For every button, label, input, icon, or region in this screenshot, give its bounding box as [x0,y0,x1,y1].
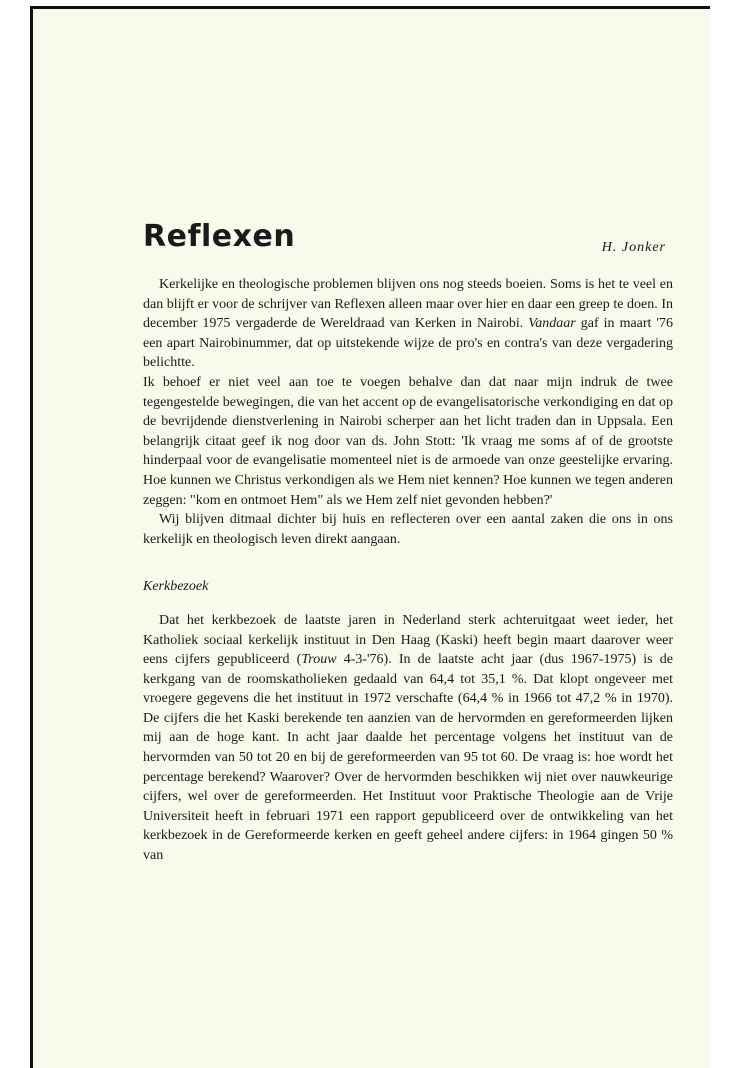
intro-paragraph-3: Wij blijven ditmaal dichter bij huis en reflecteren over een aantal zaken die ons in ons kerkelijk en theologisch leven direkt aangaan. [143,512,673,547]
intro-p1-text-a: Kerkelijke en theologische problemen blijven ons nog steeds boeien. Soms is het te veel en dan blijft er voor de schrijver van Reflexen alleen maar over hier en daar een greep te doen. In december 1975 vergaderde de Wereldraad van Kerken in Nairobi. [143,277,673,332]
section-paragraph-1 [143,611,673,866]
section-p1-text-b: 4-3-'76). In de laatste acht jaar (dus 1967-1975) is de kerkgang van de roomskatholieken gedaald van 64,4 tot 35,1 %. Dat klopt ongeveer met vroegere gegevens die het instituut in 1972 verschafte (64,4 % in 1966 tot 47,2 % in 1970). De cijfers die het Kaski berekende ten aanzien van de hervormden en gereformeerden lijken mij aan de hoge kant. In acht jaar daalde het percentage volgens het instituut van de hervormden van 50 tot 20 en bij de gereformeerden van 95 tot 60. De vraag is: hoe wordt het percentage berekend? Waarover? Over de hervormden beschikken wij niet over nauwkeurige cijfers, wel over de gereformeerden. Het Instituut voor Praktische Theologie aan de Vrije Universiteit heeft in februari 1971 een rapport gepubliceerd over de ontwikkeling van het kerkbezoek in de Gereformeerde kerken en geeft geheel andere cijfers: in 1964 gingen 50 % van [143,652,673,864]
section-p1-emphasis: Trouw [301,652,337,668]
article-body [143,275,673,866]
intro-p1-emphasis: Vandaar [528,316,576,332]
section-p1-text-a: Dat het kerkbezoek de laatste jaren in Nederland sterk achteruitgaat weet ieder, het Katholiek sociaal kerkelijk instituut in Den Haag (Kaski) heeft begin maart daarover weer eens cijfers gepubliceerd ( [143,612,673,668]
section-heading: Kerkbezoek [143,579,209,595]
intro-paragraph-2: Ik behoef er niet veel aan toe te voegen behalve dan dat naar mijn indruk de twee tegengestelde bewegingen, die van het accent op de evangelisatorische verkondiging en dat op de bevrijdende dienstverlening in Nairobi scherper aan het licht traden dan in Uppsala. Een belangrijk citaat geef ik nog door van ds. John Stott: 'Ik vraag me soms af of de grootste hinderpaal voor de evangelisatie momenteel niet is de armoede van onze geestelijke ervaring. Hoe kunnen we Christus verkondigen als we Hem niet kennen? Hoe kunnen we tegen anderen zeggen: "kom en ontmoet Hem" als we Hem zelf niet gevonden hebben?' [143,374,673,508]
intro-paragraph-1 [143,275,673,373]
document-page [30,6,710,1068]
article-title: Reflexen [143,219,296,254]
intro-p1-text-b: gaf in maart '76 een apart Nairobinummer, dat op uitstekende wijze de pro's en contra's van deze vergadering belichtte. [143,316,673,371]
article-author: H. Jonker [601,240,666,255]
